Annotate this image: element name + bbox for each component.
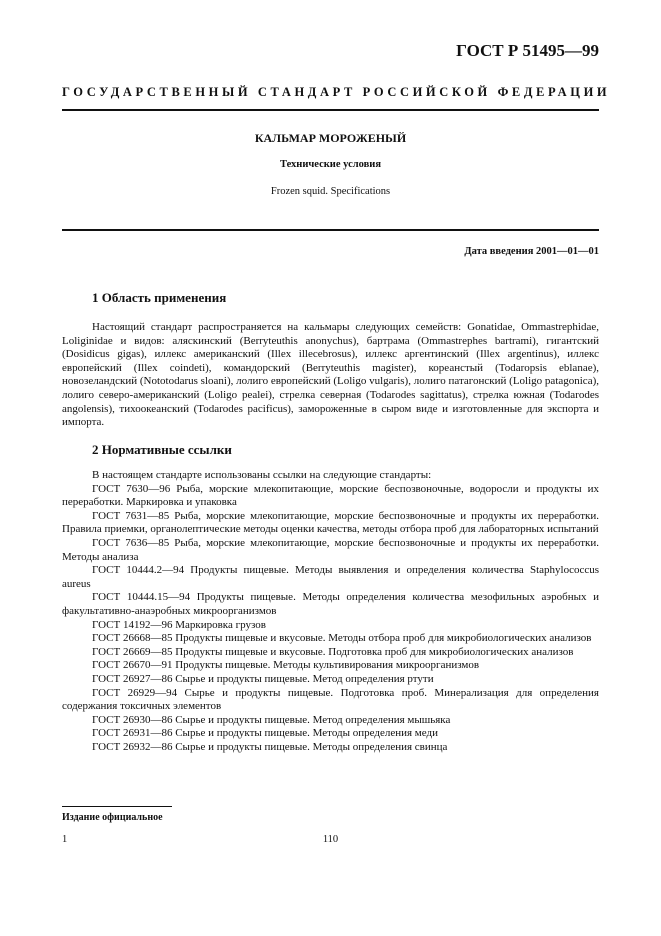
document-subtitle: Технические условия — [279, 159, 382, 170]
reference-item: ГОСТ 26932—86 Сырье и продукты пищевые. Методы определения свинца — [92, 740, 448, 753]
title-divider — [62, 229, 599, 231]
document-id: ГОСТ Р 51495—99 — [456, 41, 599, 60]
document-title: КАЛЬМАР МОРОЖЕНЫЙ — [254, 131, 407, 145]
edition-label: Издание официальное — [62, 812, 163, 823]
section-2-body — [62, 469, 599, 754]
reference-item: ГОСТ 14192—96 Маркировка грузов — [92, 618, 266, 631]
reference-item: ГОСТ 7636—85 Рыба, морские млекопитающие, морские беспозвоночные и продукты их переработки. Методы анализа — [62, 536, 599, 563]
reference-item: ГОСТ 7630—96 Рыба, морские млекопитающие, морские беспозвоночные, водоросли и продукты их переработки. Маркировка и упаковка — [62, 482, 599, 509]
reference-item: ГОСТ 26930—86 Сырье и продукты пищевые. Метод определения мышьяка — [92, 713, 451, 726]
reference-item: ГОСТ 7631—85 Рыба, морские млекопитающие, морские беспозвоночные и продукты их переработки. Правила приемки, органолептические методы оценки качества, методы отбора проб для лабораторных испытаний — [62, 509, 599, 536]
reference-item: ГОСТ 26927—86 Сырье и продукты пищевые. Метод определения ртути — [92, 672, 434, 685]
section-2-heading: 2 Нормативные ссылки — [92, 442, 232, 457]
reference-item: ГОСТ 10444.2—94 Продукты пищевые. Методы выявления и определения количества Staphylococcus aureus — [62, 564, 599, 590]
document-title-english: Frozen squid. Specifications — [270, 186, 391, 197]
introduction-date: Дата введения 2001—01—01 — [464, 246, 599, 257]
section-2-intro: В настоящем стандарте использованы ссылки на следующие стандарты: — [92, 469, 432, 481]
top-divider — [62, 109, 599, 111]
page-number: 1 — [62, 834, 68, 845]
reference-item: ГОСТ 26670—91 Продукты пищевые. Методы культивирования микроорганизмов — [92, 659, 480, 672]
reference-item: ГОСТ 26929—94 Сырье и продукты пищевые. Подготовка проб. Минерализация для определения содержания токсичных элементов — [62, 686, 599, 713]
reference-item: ГОСТ 10444.15—94 Продукты пищевые. Методы определения количества мезофильных аэробных и факультативно-анаэробных микроорганизмов — [62, 591, 599, 617]
section-1-paragraph: Настоящий стандарт распространяется на кальмары следующих семейств: Gonatidae, Ommastrephidae, Loliginidae и видов: аляскинский (Berryteuthis anonychus), бартрама (Ommastrephes bartrami), гигантский (Dosidicus gigas), иллекс американский (Illex illecebrosus), иллекс аргентинский (Illex argentinus), иллекс европейский (Illex coindeti), командорский (Berryteuthis magister), кореанстый (Todaropsis eblanae), новозеландский (Nototodarus sloani), лолиго европейский (Loligo vulgaris), лолиго патагонский (Loligo patagonica), лолиго северо-американский (Loligo pealei), стрелка северная (Todarodes sagittatus), стрелка южная (Todarodes angolensis), тихоокеанский (Todarodes pacificus), замороженные в сыром виде и изготовленные для экспорта и импорта. — [62, 321, 599, 429]
reference-item: ГОСТ 26669—85 Продукты пищевые и вкусовые. Подготовка проб для микробиологических анализов — [92, 645, 574, 658]
section-1-heading: 1 Область применения — [92, 290, 227, 305]
reference-item: ГОСТ 26931—86 Сырье и продукты пищевые. Методы определения меди — [92, 727, 438, 740]
center-page-code: 110 — [322, 834, 339, 845]
state-standard-title: ГОСУДАРСТВЕННЫЙ СТАНДАРТ РОССИЙСКОЙ ФЕДЕРАЦИИ — [62, 85, 611, 99]
footer-divider — [62, 806, 172, 807]
reference-item: ГОСТ 26668—85 Продукты пищевые и вкусовые. Методы отбора проб для микробиологических анализов — [92, 632, 592, 645]
section-1-body — [62, 321, 599, 430]
